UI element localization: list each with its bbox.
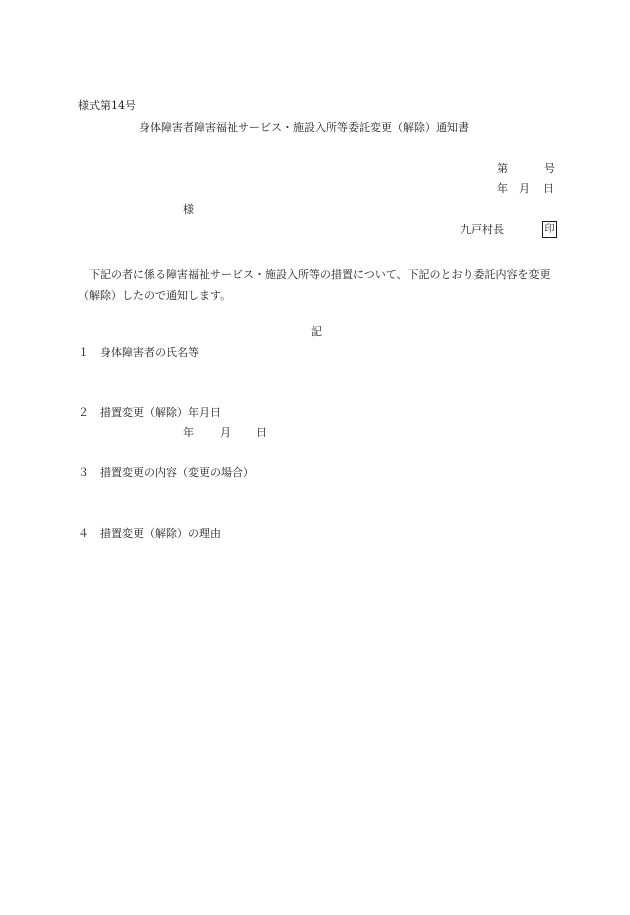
change-date-line xyxy=(183,426,273,440)
list-item xyxy=(78,466,478,480)
change-date-day-label: 日 xyxy=(256,426,267,439)
list-item xyxy=(78,527,478,541)
change-date-month-label: 月 xyxy=(220,426,231,439)
addressee-honorific: 様 xyxy=(183,203,194,216)
item-number: ４ xyxy=(78,527,89,540)
date-year-label: 年 xyxy=(497,182,508,195)
date-day-label: 日 xyxy=(543,182,554,195)
item-label: 身体障害者の氏名等 xyxy=(100,346,199,359)
list-item xyxy=(78,406,478,420)
body-paragraph-text: 下記の者に係る障害福祉サービス・施設入所等の措置について、下記のとおり委託内容を変更（解除）したので通知します。 xyxy=(78,268,551,302)
doc-number-suffix: 号 xyxy=(544,162,555,175)
document-title: 身体障害者障害福祉サービス・施設入所等委託変更（解除）通知書 xyxy=(139,121,469,134)
change-date-year-label: 年 xyxy=(183,426,194,439)
list-item xyxy=(78,346,478,360)
item-label: 措置変更（解除）の理由 xyxy=(100,527,221,540)
seal-stamp: 印 xyxy=(542,221,557,238)
issuer-name: 九戸村長 xyxy=(460,223,504,236)
date-month-label: 月 xyxy=(519,182,530,195)
item-number: １ xyxy=(78,346,89,359)
item-number: ２ xyxy=(78,406,89,419)
form-number: 様式第14号 xyxy=(78,99,136,112)
issue-date-line xyxy=(497,182,557,196)
item-label: 措置変更の内容（変更の場合） xyxy=(100,466,254,479)
notes-heading: 記 xyxy=(311,325,322,338)
doc-number-prefix: 第 xyxy=(497,162,508,175)
item-number: ３ xyxy=(78,466,89,479)
document-number-line xyxy=(497,162,557,176)
item-label: 措置変更（解除）年月日 xyxy=(100,406,221,419)
body-paragraph xyxy=(78,264,558,306)
